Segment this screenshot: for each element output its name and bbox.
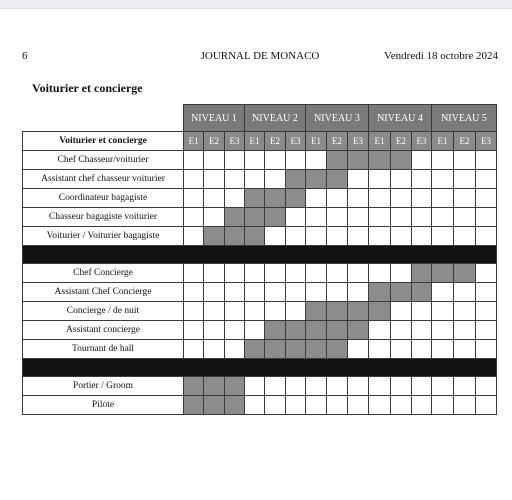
grid-cell-empty — [391, 340, 412, 359]
grid-cell-filled — [454, 264, 476, 283]
grid-cell-filled — [369, 283, 391, 302]
grid-cell-filled — [327, 321, 348, 340]
grid-cell-empty — [348, 189, 369, 208]
grid-cell-empty — [348, 396, 369, 415]
grid-cell-empty — [476, 227, 497, 246]
grid-cell-empty — [476, 396, 497, 415]
grid-cell-empty — [225, 189, 245, 208]
grid-cell-empty — [286, 396, 306, 415]
grid-cell-filled — [184, 377, 204, 396]
grid-cell-filled — [306, 340, 327, 359]
grid-cell-empty — [369, 396, 391, 415]
grid-cell-empty — [184, 151, 204, 170]
grid-cell-empty — [265, 170, 286, 189]
grid-cell-empty — [432, 396, 454, 415]
echelon-header: E2 — [204, 132, 225, 151]
grid-cell-filled — [225, 208, 245, 227]
grid-cell-empty — [348, 340, 369, 359]
grid-cell-empty — [348, 208, 369, 227]
grid-cell-empty — [327, 396, 348, 415]
table-row — [23, 283, 497, 302]
row-label: Portier / Groom — [23, 377, 184, 396]
grid-cell-empty — [454, 321, 476, 340]
grid-cell-empty — [348, 264, 369, 283]
grid-cell-filled — [286, 321, 306, 340]
classification-grid — [22, 104, 497, 415]
grid-cell-empty — [265, 396, 286, 415]
grid-cell-empty — [432, 189, 454, 208]
grid-cell-empty — [286, 227, 306, 246]
grid-cell-empty — [327, 264, 348, 283]
grid-cell-empty — [432, 208, 454, 227]
grid-cell-empty — [369, 340, 391, 359]
row-label: Chef Chasseur/voiturier — [23, 151, 184, 170]
grid-cell-empty — [306, 189, 327, 208]
grid-cell-empty — [432, 227, 454, 246]
grid-cell-empty — [327, 227, 348, 246]
echelon-header: E1 — [306, 132, 327, 151]
grid-cell-empty — [412, 340, 432, 359]
grid-cell-filled — [327, 170, 348, 189]
grid-cell-empty — [327, 377, 348, 396]
grid-cell-empty — [391, 227, 412, 246]
grid-cell-empty — [184, 340, 204, 359]
table-row — [23, 264, 497, 283]
grid-cell-empty — [245, 264, 265, 283]
grid-cell-empty — [184, 264, 204, 283]
grid-cell-empty — [327, 189, 348, 208]
grid-cell-empty — [391, 321, 412, 340]
group-separator — [23, 246, 497, 264]
echelon-header: E2 — [391, 132, 412, 151]
top-browser-edge — [0, 0, 512, 9]
grid-cell-empty — [432, 170, 454, 189]
grid-cell-empty — [432, 283, 454, 302]
grid-cell-empty — [454, 302, 476, 321]
grid-cell-empty — [348, 283, 369, 302]
grid-cell-empty — [454, 283, 476, 302]
grid-cell-empty — [432, 321, 454, 340]
section-title: Voiturier et concierge — [32, 81, 143, 95]
echelon-header: E2 — [265, 132, 286, 151]
grid-cell-empty — [265, 227, 286, 246]
grid-cell-empty — [369, 377, 391, 396]
grid-cell-empty — [286, 208, 306, 227]
echelon-header: E1 — [432, 132, 454, 151]
grid-cell-empty — [225, 302, 245, 321]
echelon-header: E3 — [225, 132, 245, 151]
grid-cell-empty — [454, 151, 476, 170]
grid-cell-filled — [265, 321, 286, 340]
row-label: Chef Concierge — [23, 264, 184, 283]
grid-cell-empty — [476, 302, 497, 321]
grid-cell-filled — [245, 340, 265, 359]
grid-cell-empty — [265, 151, 286, 170]
grid-cell-filled — [348, 321, 369, 340]
grid-cell-empty — [306, 208, 327, 227]
grid-cell-empty — [225, 170, 245, 189]
grid-cell-filled — [306, 302, 327, 321]
grid-cell-empty — [391, 396, 412, 415]
row-label: Concierge / de nuit — [23, 302, 184, 321]
grid-cell-empty — [245, 396, 265, 415]
grid-cell-filled — [225, 377, 245, 396]
grid-cell-filled — [286, 189, 306, 208]
grid-cell-empty — [184, 283, 204, 302]
grid-cell-filled — [204, 396, 225, 415]
grid-cell-filled — [245, 189, 265, 208]
grid-cell-empty — [391, 377, 412, 396]
grid-cell-empty — [454, 170, 476, 189]
grid-cell-filled — [184, 396, 204, 415]
grid-cell-empty — [245, 151, 265, 170]
grid-cell-empty — [286, 264, 306, 283]
grid-cell-empty — [225, 321, 245, 340]
grid-cell-filled — [348, 151, 369, 170]
grid-cell-empty — [286, 283, 306, 302]
table-row — [23, 302, 497, 321]
row-label: Assistant concierge — [23, 321, 184, 340]
grid-cell-empty — [432, 151, 454, 170]
grid-cell-empty — [476, 264, 497, 283]
echelon-header: E3 — [476, 132, 497, 151]
row-label: Pilote — [23, 396, 184, 415]
grid-cell-empty — [306, 283, 327, 302]
table-row — [23, 321, 497, 340]
grid-cell-filled — [245, 227, 265, 246]
level-header: NIVEAU 3 — [306, 105, 369, 132]
grid-cell-empty — [432, 377, 454, 396]
table-row — [23, 377, 497, 396]
grid-cell-empty — [476, 170, 497, 189]
grid-cell-filled — [327, 302, 348, 321]
grid-cell-empty — [204, 283, 225, 302]
grid-cell-empty — [245, 283, 265, 302]
table-row — [23, 227, 497, 246]
grid-cell-empty — [412, 170, 432, 189]
grid-cell-empty — [412, 208, 432, 227]
separator-bar — [23, 246, 497, 264]
grid-cell-empty — [184, 302, 204, 321]
grid-cell-empty — [286, 377, 306, 396]
grid-cell-empty — [204, 151, 225, 170]
echelon-header: E3 — [412, 132, 432, 151]
page-number: 6 — [22, 50, 28, 62]
grid-cell-filled — [348, 302, 369, 321]
grid-cell-empty — [412, 377, 432, 396]
echelon-header-row — [23, 132, 497, 151]
grid-cell-empty — [476, 189, 497, 208]
grid-cell-empty — [454, 189, 476, 208]
grid-cell-empty — [454, 377, 476, 396]
grid-cell-empty — [204, 264, 225, 283]
grid-cell-empty — [391, 264, 412, 283]
grid-cell-empty — [391, 170, 412, 189]
echelon-header: E2 — [327, 132, 348, 151]
grid-cell-filled — [286, 170, 306, 189]
echelon-header: E1 — [184, 132, 204, 151]
grid-cell-empty — [245, 170, 265, 189]
echelon-header: E1 — [369, 132, 391, 151]
grid-cell-empty — [369, 189, 391, 208]
grid-cell-empty — [476, 340, 497, 359]
grid-cell-empty — [476, 377, 497, 396]
grid-cell-empty — [369, 170, 391, 189]
grid-cell-filled — [306, 170, 327, 189]
grid-cell-empty — [306, 377, 327, 396]
grid-cell-empty — [265, 283, 286, 302]
grid-cell-empty — [204, 340, 225, 359]
grid-cell-empty — [412, 189, 432, 208]
grid-cell-empty — [204, 170, 225, 189]
grid-cell-empty — [245, 321, 265, 340]
grid-cell-empty — [476, 321, 497, 340]
grid-cell-empty — [369, 264, 391, 283]
grid-cell-empty — [306, 264, 327, 283]
grid-cell-empty — [476, 283, 497, 302]
grid-cell-empty — [204, 302, 225, 321]
row-label: Assistant chef chasseur voiturier — [23, 170, 184, 189]
row-label: Coordinateur bagagiste — [23, 189, 184, 208]
grid-cell-empty — [204, 321, 225, 340]
grid-cell-empty — [391, 208, 412, 227]
row-label: Chasseur bagagiste voiturier — [23, 208, 184, 227]
grid-cell-empty — [432, 302, 454, 321]
grid-cell-empty — [286, 151, 306, 170]
grid-cell-empty — [225, 340, 245, 359]
grid-cell-filled — [412, 283, 432, 302]
grid-cell-empty — [245, 302, 265, 321]
page-header — [22, 50, 498, 66]
grid-cell-filled — [412, 264, 432, 283]
grid-cell-empty — [306, 396, 327, 415]
table-row — [23, 340, 497, 359]
grid-cell-empty — [306, 227, 327, 246]
group-separator — [23, 359, 497, 377]
grid-cell-empty — [265, 302, 286, 321]
echelon-header: E2 — [454, 132, 476, 151]
grid-cell-empty — [184, 208, 204, 227]
grid-cell-empty — [412, 396, 432, 415]
grid-cell-filled — [204, 227, 225, 246]
grid-cell-empty — [184, 227, 204, 246]
separator-bar — [23, 359, 497, 377]
level-header: NIVEAU 4 — [369, 105, 432, 132]
grid-cell-empty — [412, 321, 432, 340]
grid-cell-filled — [245, 208, 265, 227]
echelon-header: E1 — [245, 132, 265, 151]
grid-cell-empty — [265, 264, 286, 283]
grid-cell-filled — [265, 208, 286, 227]
grid-cell-filled — [391, 283, 412, 302]
grid-cell-empty — [369, 227, 391, 246]
grid-cell-empty — [348, 377, 369, 396]
level-header: NIVEAU 5 — [432, 105, 497, 132]
grid-cell-empty — [369, 208, 391, 227]
grid-cell-filled — [265, 340, 286, 359]
table-row — [23, 396, 497, 415]
grid-cell-empty — [225, 283, 245, 302]
level-header: NIVEAU 2 — [245, 105, 306, 132]
grid-cell-empty — [265, 377, 286, 396]
grid-cell-empty — [225, 151, 245, 170]
table-row — [23, 208, 497, 227]
table-row — [23, 170, 497, 189]
grid-cell-empty — [454, 396, 476, 415]
grid-cell-empty — [348, 227, 369, 246]
row-label: Tournant de hall — [23, 340, 184, 359]
level-header-row — [23, 105, 497, 132]
grid-cell-filled — [369, 302, 391, 321]
journal-title: JOURNAL DE MONACO — [200, 50, 320, 62]
grid-cell-empty — [391, 189, 412, 208]
grid-cell-empty — [454, 340, 476, 359]
grid-cell-empty — [286, 302, 306, 321]
level-header: NIVEAU 1 — [184, 105, 245, 132]
grid-cell-filled — [432, 264, 454, 283]
grid-cell-filled — [327, 151, 348, 170]
grid-cell-empty — [476, 151, 497, 170]
grid-cell-empty — [454, 227, 476, 246]
grid-cell-filled — [286, 340, 306, 359]
grid-cell-filled — [327, 340, 348, 359]
grid-cell-empty — [412, 302, 432, 321]
grid-cell-empty — [454, 208, 476, 227]
grid-cell-empty — [327, 283, 348, 302]
grid-cell-filled — [225, 227, 245, 246]
grid-cell-empty — [432, 340, 454, 359]
grid-cell-empty — [204, 189, 225, 208]
grid-cell-empty — [476, 208, 497, 227]
grid-cell-empty — [245, 377, 265, 396]
grid-cell-filled — [265, 189, 286, 208]
table-row — [23, 151, 497, 170]
table-row — [23, 189, 497, 208]
corner-label: Voiturier et concierge — [23, 132, 184, 151]
grid-cell-empty — [327, 208, 348, 227]
row-label: Assistant Chef Concierge — [23, 283, 184, 302]
grid-cell-empty — [184, 321, 204, 340]
grid-cell-empty — [225, 264, 245, 283]
grid-cell-filled — [306, 321, 327, 340]
grid-cell-empty — [184, 170, 204, 189]
grid-cell-empty — [369, 321, 391, 340]
issue-date: Vendredi 18 octobre 2024 — [384, 50, 498, 62]
grid-cell-empty — [412, 151, 432, 170]
grid-cell-filled — [391, 151, 412, 170]
corner-blank — [23, 105, 184, 132]
echelon-header: E3 — [348, 132, 369, 151]
grid-cell-filled — [369, 151, 391, 170]
grid-cell-filled — [225, 396, 245, 415]
grid-cell-empty — [391, 302, 412, 321]
grid-cell-empty — [348, 170, 369, 189]
grid-cell-empty — [204, 208, 225, 227]
grid-cell-filled — [204, 377, 225, 396]
echelon-header: E3 — [286, 132, 306, 151]
grid-cell-empty — [306, 151, 327, 170]
grid-cell-empty — [412, 227, 432, 246]
row-label: Voiturier / Voiturier bagagiste — [23, 227, 184, 246]
grid-cell-empty — [184, 189, 204, 208]
